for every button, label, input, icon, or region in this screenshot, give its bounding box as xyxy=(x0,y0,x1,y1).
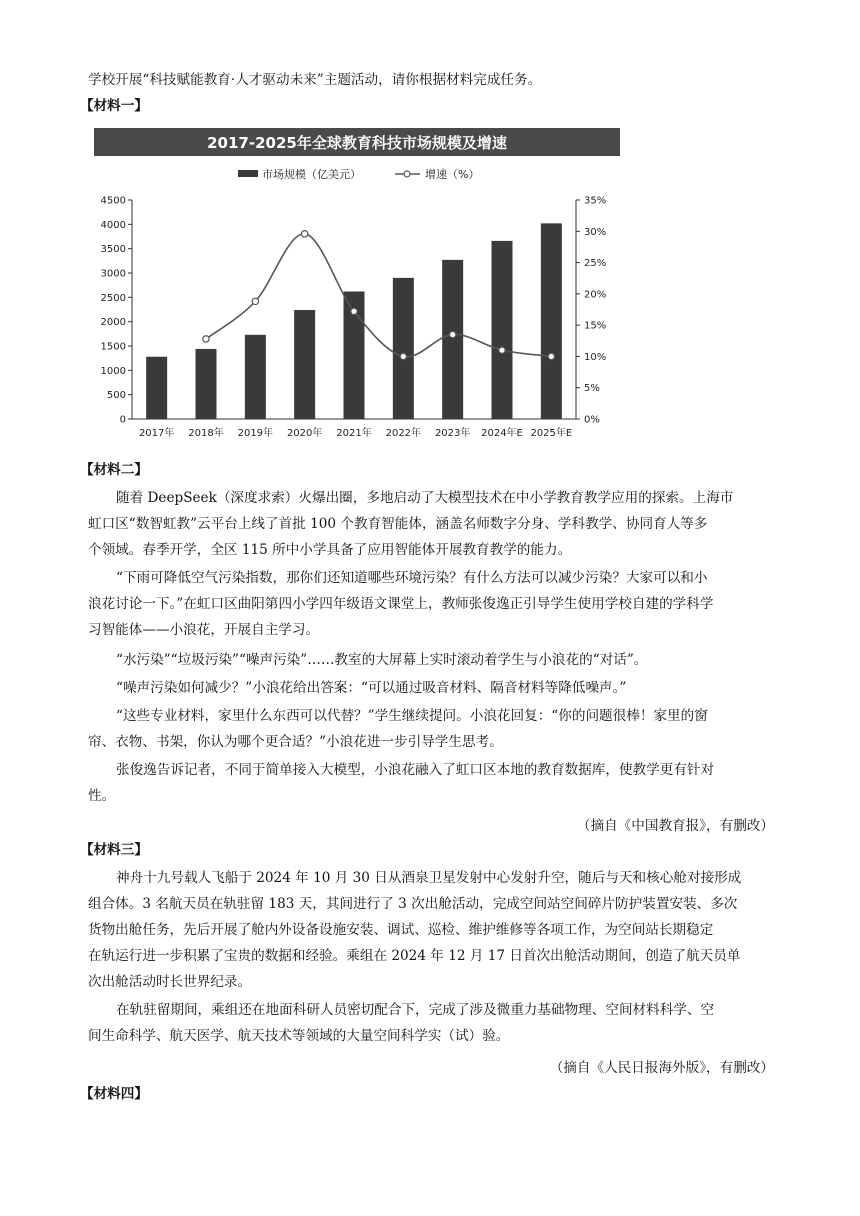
legend-line-marker xyxy=(404,171,410,177)
x-tick-label: 2022年 xyxy=(385,428,422,439)
y-left-tick-label: 3000 xyxy=(100,268,126,280)
m2-p2-line2: 浪花讨论一下。”在虹口区曲阳第四小学四年级语文课堂上，教师张俊逸正引导学生使用学校自建的学科学 xyxy=(88,596,714,612)
y-left-tick-label: 1500 xyxy=(100,341,126,353)
m2-p4: “噪声污染如何减少？”小浪花给出答案：“可以通过吸音材料、隔音材料等降低噪声。” xyxy=(116,680,627,696)
x-tick-label: 2017年 xyxy=(138,428,175,439)
y-left-tick-label: 2500 xyxy=(100,292,126,304)
y-left-tick-label: 0 xyxy=(119,414,126,426)
material-1-heading: 【材料一】 xyxy=(80,98,148,114)
growth-rate-point xyxy=(499,347,505,353)
m3-p1-line1: 神舟十九号载人飞船于 2024 年 10 月 30 日从酒泉卫星发射中心发射升空，随后与天和核心舱对接形成 xyxy=(116,870,742,886)
legend-bar-swatch xyxy=(238,170,258,177)
y-left-tick-label: 1000 xyxy=(100,365,126,377)
m2-p2-line3: 习智能体——小浪花，开展自主学习。 xyxy=(88,622,320,638)
m3-p1-line3: 货物出舱任务，先后开展了舱内外设备设施安装、调试、巡检、维护维修等各项工作，为空间站长期稳定 xyxy=(88,922,714,938)
market-size-bar xyxy=(492,241,513,419)
m2-p1-line2: 虹口区“数智虹教”云平台上线了首批 100 个教育智能体，涵盖名师数字分身、学科教学、协同育人等多 xyxy=(88,516,708,532)
x-tick-label: 2021年 xyxy=(336,428,372,439)
growth-rate-point xyxy=(548,353,554,359)
growth-rate-point xyxy=(449,331,455,337)
m2-p5-line1: “这些专业材料，家里什么东西可以代替？”学生继续提问。小浪花回复：“你的问题很棒！家里的窗 xyxy=(116,708,708,724)
plot-area xyxy=(101,196,607,440)
x-tick-label: 2024年E xyxy=(481,428,523,439)
m2-p6-line2: 性。 xyxy=(88,788,116,804)
legend-bar-label: 市场规模（亿美元） xyxy=(262,168,361,181)
m3-p1-line5: 次出舱活动时长世界纪录。 xyxy=(88,974,252,990)
m2-p6-line1: 张俊逸告诉记者，不同于简单接入大模型，小浪花融入了虹口区本地的教育数据库，使教学更有针对 xyxy=(116,762,715,778)
m2-p3: “水污染”“垃圾污染”“噪声污染”……教室的大屏幕上实时滚动着学生与小浪花的“对话”。 xyxy=(116,652,648,668)
x-tick-label: 2025年E xyxy=(530,428,573,439)
y-right-tick-label: 10% xyxy=(584,351,607,363)
y-right-tick-label: 35% xyxy=(584,195,607,207)
y-right-tick-label: 0% xyxy=(584,414,600,426)
growth-rate-point xyxy=(252,298,258,304)
material-4-heading: 【材料四】 xyxy=(80,1086,148,1102)
x-tick-label: 2019年 xyxy=(237,428,274,439)
intro-text: 学校开展“科技赋能教育·人才驱动未来”主题活动，请你根据材料完成任务。 xyxy=(88,72,542,88)
growth-rate-point xyxy=(400,353,406,359)
chart-svg xyxy=(90,122,630,452)
market-size-bar xyxy=(196,349,217,419)
growth-rate-point xyxy=(301,231,307,237)
y-left-tick-label: 4500 xyxy=(100,195,126,207)
m3-p2-line2: 间生命科学、航天医学、航天技术等领域的大量空间科学实（试）验。 xyxy=(88,1028,510,1044)
market-chart xyxy=(90,122,630,452)
legend-line-label: 增速（%） xyxy=(425,168,480,181)
y-left-tick-label: 4000 xyxy=(100,219,126,231)
y-right-tick-label: 15% xyxy=(584,320,607,332)
market-size-bar xyxy=(393,278,414,419)
m2-p5-line2: 帘、衣物、书架，你认为哪个更合适？”小浪花进一步引导学生思考。 xyxy=(88,734,503,750)
growth-rate-point xyxy=(351,308,357,314)
market-size-bar xyxy=(146,357,167,419)
material-2-heading: 【材料二】 xyxy=(80,462,148,478)
y-left-tick-label: 3500 xyxy=(100,244,126,256)
market-size-bar xyxy=(541,223,562,419)
market-size-bar xyxy=(245,335,266,419)
y-right-tick-label: 30% xyxy=(584,226,607,238)
m2-p1-line1: 随着 DeepSeek（深度求索）火爆出圈，多地启动了大模型技术在中小学教育教学应用的探索。上海市 xyxy=(116,490,734,506)
y-right-tick-label: 20% xyxy=(584,289,607,301)
y-left-tick-label: 2000 xyxy=(100,317,126,329)
m3-p1-line2: 组合体。3 名航天员在轨驻留 183 天，其间进行了 3 次出舱活动，完成空间站空间碎片防护装置安装、多次 xyxy=(88,896,738,912)
chart-title: 2017-2025年全球教育科技市场规模及增速 xyxy=(207,134,507,152)
m2-p1-line3: 个领域。春季开学，全区 115 所中小学具备了应用智能体开展教育教学的能力。 xyxy=(88,542,572,558)
y-right-tick-label: 5% xyxy=(584,383,600,395)
m3-p1-line4: 在轨运行进一步积累了宝贵的数据和经验。乘组在 2024 年 12 月 17 日首次出舱活动期间，创造了航天员单 xyxy=(88,948,741,964)
y-left-tick-label: 500 xyxy=(106,390,126,402)
x-tick-label: 2020年 xyxy=(286,428,323,439)
m3-p2-line1: 在轨驻留期间，乘组还在地面科研人员密切配合下，完成了涉及微重力基础物理、空间材料科学、空 xyxy=(116,1002,715,1018)
x-tick-label: 2018年 xyxy=(188,428,224,439)
y-right-tick-label: 25% xyxy=(584,258,607,270)
market-size-bar xyxy=(442,260,463,419)
m3-source: （摘自《人民日报海外版》，有删改） xyxy=(549,1060,774,1076)
x-tick-label: 2023年 xyxy=(434,428,471,439)
material-3-heading: 【材料三】 xyxy=(80,842,148,858)
m2-source: （摘自《中国教育报》，有删改） xyxy=(576,818,774,834)
market-size-bar xyxy=(294,310,315,419)
m2-p2-line1: “下雨可降低空气污染指数，那你们还知道哪些环境污染？有什么方法可以减少污染？大家可以和小 xyxy=(116,570,708,586)
growth-rate-point xyxy=(203,336,209,342)
